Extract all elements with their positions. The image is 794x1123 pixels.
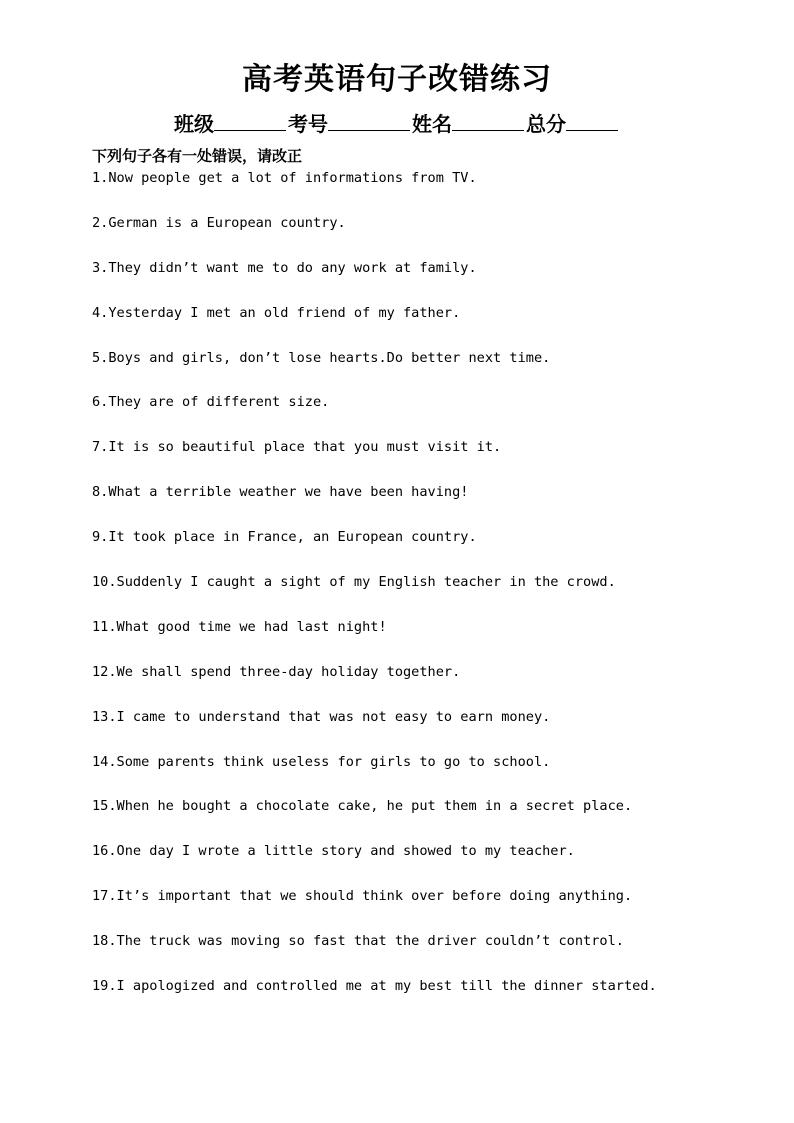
question-item: 9.It took place in France, an European country. xyxy=(92,529,477,546)
question-item: 7.It is so beautiful place that you must visit it. xyxy=(92,439,502,456)
question-item: 16.One day I wrote a little story and showed to my teacher. xyxy=(92,843,575,860)
question-list xyxy=(92,167,772,1020)
question-item: 11.What good time we had last night! xyxy=(92,618,387,635)
question-item: 8.What a terrible weather we have been having! xyxy=(92,484,469,501)
class-label: 班级 xyxy=(174,112,214,136)
score-label: 总分 xyxy=(526,112,566,136)
score-blank xyxy=(566,110,618,131)
question-item: 14.Some parents think useless for girls to go to school. xyxy=(92,753,551,770)
question-item: 2.German is a European country. xyxy=(92,214,346,231)
question-item: 18.The truck was moving so fast that the driver couldn’t control. xyxy=(92,933,624,950)
exam-number-blank xyxy=(328,110,410,131)
student-info-line xyxy=(0,110,794,138)
question-item: 13.I came to understand that was not easy to earn money. xyxy=(92,708,551,725)
question-item: 12.We shall spend three-day holiday together. xyxy=(92,663,461,680)
exam-number-label: 考号 xyxy=(288,112,328,136)
question-item: 6.They are of different size. xyxy=(92,394,330,411)
question-item: 10.Suddenly I caught a sight of my English teacher in the crowd. xyxy=(92,574,616,591)
question-item: 19.I apologized and controlled me at my best till the dinner started. xyxy=(92,978,657,995)
name-label: 姓名 xyxy=(412,112,452,136)
question-item: 5.Boys and girls, don’t lose hearts.Do better next time. xyxy=(92,349,551,366)
question-item: 17.It’s important that we should think over before doing anything. xyxy=(92,888,633,905)
page-title: 高考英语句子改错练习 xyxy=(242,62,552,97)
question-item: 3.They didn’t want me to do any work at family. xyxy=(92,259,477,276)
class-blank xyxy=(214,110,286,131)
question-item: 1.Now people get a lot of informations from TV. xyxy=(92,170,477,186)
instructions: 下列句子各有一处错误，请改正 xyxy=(92,147,303,165)
question-item: 4.Yesterday I met an old friend of my father. xyxy=(92,304,461,321)
name-blank xyxy=(452,110,524,131)
question-item: 15.When he bought a chocolate cake, he put them in a secret place. xyxy=(92,798,633,815)
